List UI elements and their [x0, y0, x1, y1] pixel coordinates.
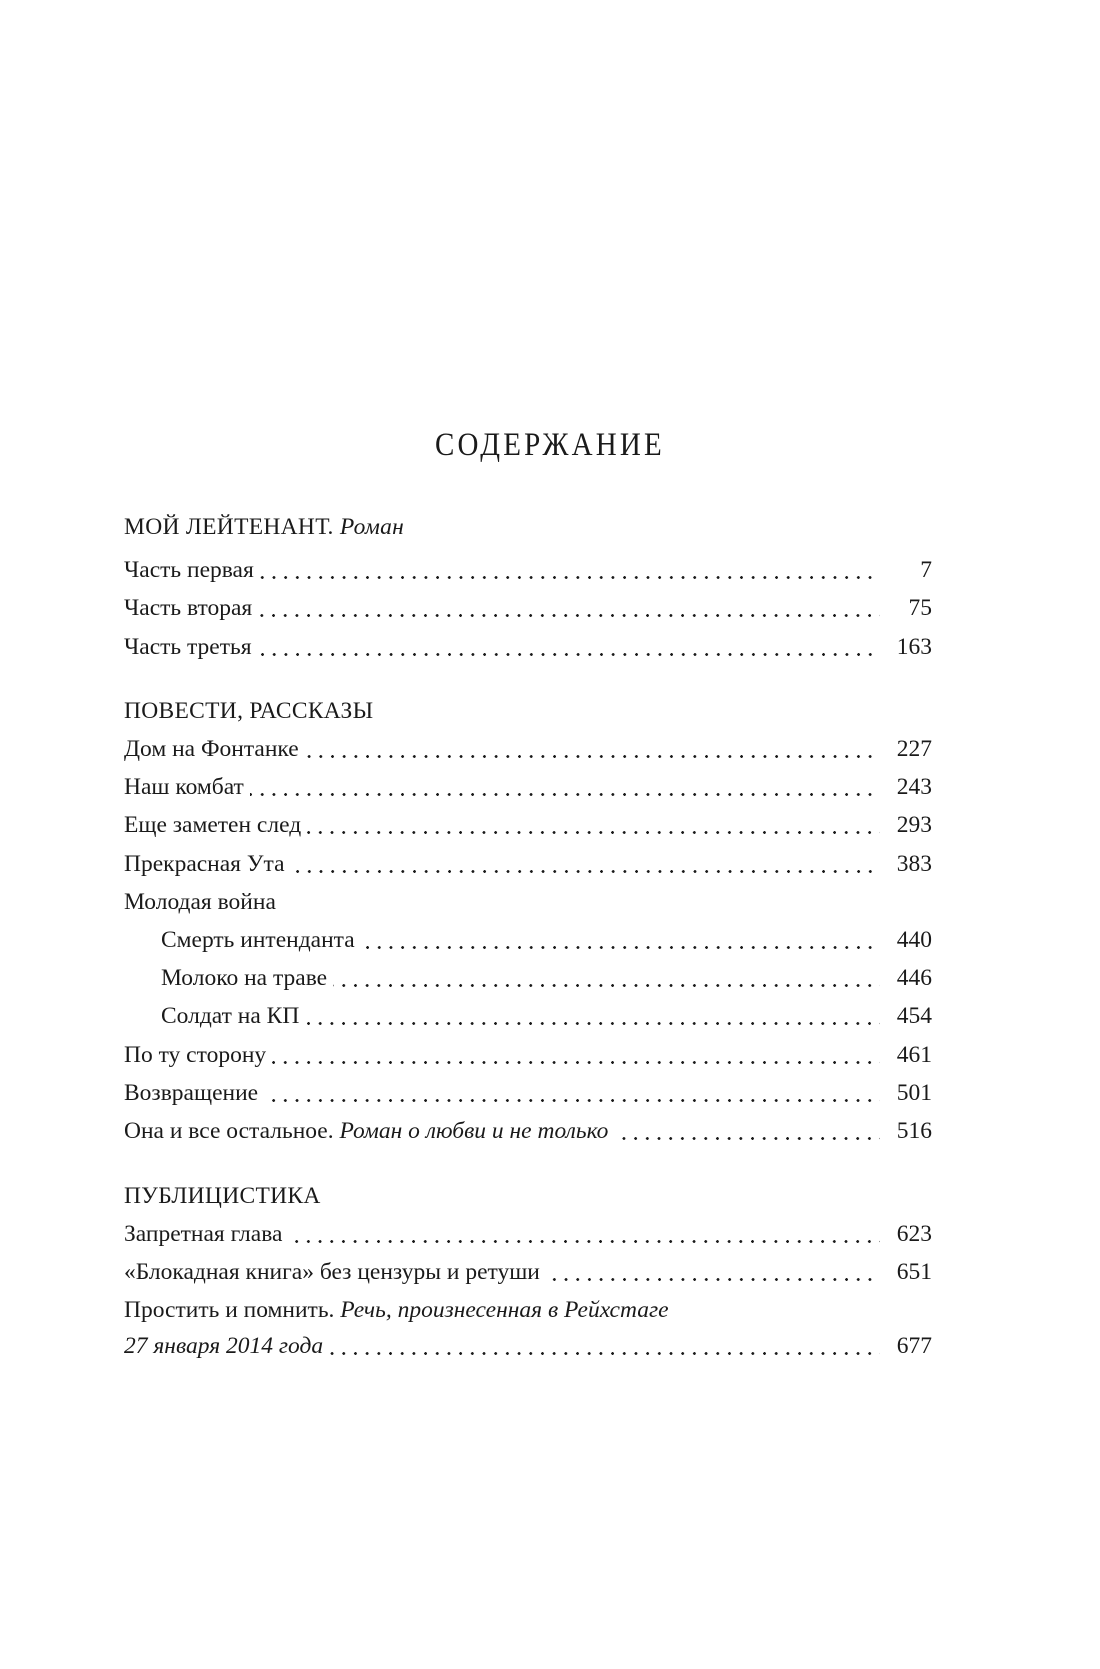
toc-entry-title: Прекрасная Ута [124, 851, 285, 877]
dot-leader [291, 847, 885, 881]
dot-leader [361, 923, 884, 957]
dot-leader [305, 999, 884, 1033]
toc-entry[interactable] [124, 808, 932, 842]
toc-entry-multiline-first[interactable] [124, 1293, 932, 1327]
section-heading-subtitle: Роман [339, 514, 405, 540]
dot-leader [546, 1255, 884, 1289]
section-heading-text: ПУБЛИЦИСТИКА [124, 1183, 321, 1209]
toc-entry-multiline-second[interactable] [124, 1329, 932, 1363]
section-heading-stories [124, 694, 932, 728]
dot-leader [333, 961, 884, 995]
toc-entry[interactable] [124, 732, 932, 766]
toc-entry-page: 677 [896, 1333, 932, 1359]
toc-entry-title: Смерть интенданта [161, 927, 355, 953]
toc-entry[interactable] [124, 770, 932, 804]
dot-leader [329, 1329, 884, 1363]
toc-entry-page: 163 [896, 634, 932, 660]
toc-entry-page: 623 [896, 1221, 932, 1247]
toc-entry-page: 440 [896, 927, 932, 953]
toc-entry-page: 651 [896, 1259, 932, 1285]
dot-leader [272, 1038, 884, 1072]
toc-group-title: Молодая война [124, 889, 276, 915]
toc-entry-page: 75 [908, 595, 932, 621]
dot-leader [258, 630, 884, 664]
toc-entry[interactable] [124, 630, 932, 664]
toc-entry-main: Простить и помнить. [124, 1297, 335, 1323]
toc-entry-title: Часть первая [124, 557, 254, 583]
toc-entry-page: 243 [896, 774, 932, 800]
toc-entry-page: 293 [896, 812, 932, 838]
toc-entry-page: 501 [896, 1080, 932, 1106]
toc-entry-subtitle: Роман о любви и не только [339, 1118, 609, 1144]
toc-entry-page: 454 [896, 1003, 932, 1029]
dot-leader [260, 553, 884, 587]
toc-entry[interactable] [124, 553, 932, 587]
toc-entry-title: Часть третья [124, 634, 252, 660]
toc-entry-page: 446 [896, 965, 932, 991]
toc-entry-page: 516 [896, 1118, 932, 1144]
toc-entry-page: 7 [920, 557, 932, 583]
section-heading-journalism [124, 1179, 932, 1213]
toc-entry-title: Солдат на КП [161, 1003, 300, 1029]
section-heading-text: МОЙ ЛЕЙТЕНАНТ. [124, 514, 334, 540]
toc-entry-title: Часть вторая [124, 595, 253, 621]
toc-entry[interactable] [124, 1038, 932, 1072]
toc-entry-title: Дом на Фонтанке [124, 736, 299, 762]
toc-entry-indented[interactable] [161, 999, 932, 1033]
toc-entry[interactable] [124, 1076, 932, 1110]
page-title: СОДЕРЖАНИЕ [435, 427, 665, 463]
dot-leader [250, 770, 884, 804]
dot-leader [307, 808, 884, 842]
toc-entry-page: 461 [896, 1042, 932, 1068]
toc-entry-title: По ту сторону [124, 1042, 267, 1068]
toc-entry-indented[interactable] [161, 923, 932, 957]
dot-leader [614, 1114, 884, 1148]
toc-group-heading [124, 885, 932, 919]
toc-entry-title: Молоко на траве [161, 965, 328, 991]
toc-entry-indented[interactable] [161, 961, 932, 995]
toc-entry-subtitle-continuation: 27 января 2014 года [124, 1333, 324, 1359]
toc-entry-title: Еще заметен след [124, 812, 302, 838]
toc-entry-title [124, 1114, 614, 1148]
toc-entry-main: Она и все остальное. [124, 1118, 334, 1144]
toc-entry[interactable] [124, 847, 932, 881]
toc-entry[interactable] [124, 591, 932, 625]
dot-leader [258, 591, 884, 625]
toc-entry[interactable] [124, 1255, 932, 1289]
toc-entry[interactable] [124, 1114, 932, 1148]
toc-entry-title: Запретная глава [124, 1221, 283, 1247]
dot-leader [305, 732, 884, 766]
section-heading-text: ПОВЕСТИ, РАССКАЗЫ [124, 698, 374, 724]
toc-entry-title: Возвращение [124, 1080, 259, 1106]
section-heading-my-lieutenant [124, 510, 932, 544]
toc-entry-page: 227 [896, 736, 932, 762]
toc-entry-title: «Блокадная книга» без цензуры и ретуши [124, 1259, 540, 1285]
toc-entry-subtitle: Речь, произнесенная в Рейхстаге [340, 1297, 669, 1323]
toc-entry-title: Наш комбат [124, 774, 244, 800]
toc-entry-title-continuation [124, 1329, 329, 1363]
toc-entry-title [124, 1293, 675, 1327]
toc-entry[interactable] [124, 1217, 932, 1251]
dot-leader [288, 1217, 884, 1251]
dot-leader [264, 1076, 884, 1110]
toc-entry-page: 383 [896, 851, 932, 877]
